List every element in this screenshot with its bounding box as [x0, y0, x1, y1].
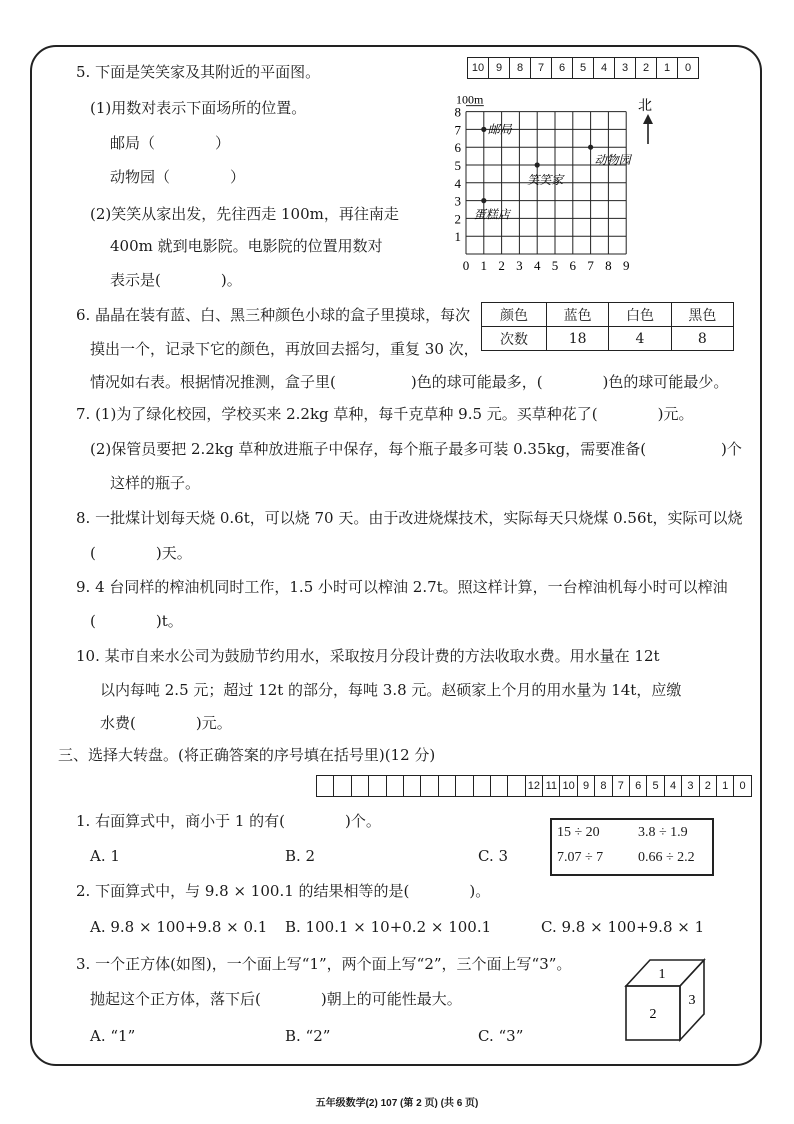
score-cell: 12: [526, 776, 543, 796]
north-label: 北: [638, 98, 652, 114]
table-header-color: 颜色: [482, 303, 547, 327]
q9-line1: 9. 4 台同样的榨油机同时工作，1.5 小时可以榨油 2.7t。照这样计算，一台榨油机每小时可以榨油: [76, 578, 728, 596]
q5-part1: (1)用数对表示下面场所的位置。: [90, 99, 307, 117]
score-cell: 3: [615, 58, 636, 78]
table-header-black: 黑色: [671, 303, 733, 327]
page-footer: 五年级数学(2) 107 (第 2 页) (共 6 页): [315, 1098, 479, 1109]
y-tick-label: 8: [454, 104, 461, 120]
x-tick-label: 2: [498, 258, 505, 273]
y-tick-label: 5: [454, 158, 461, 173]
table-header-blue: 蓝色: [547, 303, 609, 327]
x-tick-label: 6: [569, 258, 577, 273]
cube-face-right: 3: [688, 993, 696, 1008]
score-cell: 6: [630, 776, 647, 796]
score-cell: [404, 776, 421, 796]
map-grid: [448, 82, 652, 273]
place-dot: [588, 145, 593, 150]
c2-option-c: C. 9.8 × 100+9.8 × 1: [541, 918, 705, 936]
q5-post-office: 邮局（ ）: [110, 134, 231, 152]
section3-heading: 三、选择大转盘。(将正确答案的序号填在括号里)(12 分): [58, 746, 436, 764]
c3-option-c: C. “3”: [478, 1027, 524, 1045]
score-cell: [387, 776, 404, 796]
q5-part2-b: 400m 就到电影院。电影院的位置用数对: [110, 237, 383, 255]
color-count-table: [481, 302, 734, 351]
table-value-white: 4: [609, 327, 671, 351]
c2-option-a: A. 9.8 × 100+9.8 × 0.1: [90, 918, 268, 936]
score-cell: 5: [647, 776, 664, 796]
score-cell: 10: [468, 58, 489, 78]
q5-part2-c: 表示是( )。: [110, 271, 242, 289]
score-cell: 10: [560, 776, 577, 796]
place-dot: [481, 127, 486, 132]
q5-zoo: 动物园（ ）: [110, 168, 246, 186]
c1-option-a: A. 1: [90, 847, 120, 865]
q10-line1: 10. 某市自来水公司为鼓励节约用水，采取按月分段计费的方法收取水费。用水量在 12t: [76, 647, 660, 665]
q7-part2: (2)保管员要把 2.2kg 草种放进瓶子中保存，每个瓶子最多可装 0.35kg，需要准备( )个: [90, 440, 742, 458]
score-cell: 8: [510, 58, 531, 78]
score-cell: [369, 776, 386, 796]
division-expressions-box: [550, 818, 714, 876]
table-label-count: 次数: [482, 327, 547, 351]
score-cell: 6: [552, 58, 573, 78]
y-tick-label: 6: [454, 140, 461, 156]
score-cell: 1: [657, 58, 678, 78]
y-tick-label: 4: [454, 175, 461, 191]
table-header-white: 白色: [609, 303, 671, 327]
score-cell: 0: [739, 780, 746, 792]
x-tick-label: 7: [587, 258, 594, 273]
expr-1: 15 ÷ 20: [557, 825, 600, 840]
x-tick-label: 8: [605, 258, 612, 273]
place-dot: [481, 198, 486, 203]
score-bar-top: [467, 57, 699, 79]
q7-part1: 7. (1)为了绿化校园，学校买来 2.2kg 草种，每千克草种 9.5 元。买草种花了( )元。: [76, 405, 694, 423]
c1-option-c: C. 3: [478, 847, 509, 865]
score-cell: 2: [700, 776, 717, 796]
x-tick-label: 0: [462, 258, 470, 273]
c1-question: 1. 右面算式中，商小于 1 的有( )个。: [76, 812, 381, 830]
c2-question: 2. 下面算式中，与 9.8 × 100.1 的结果相等的是( )。: [76, 882, 491, 900]
place-dot: [535, 162, 540, 167]
score-cell: 9: [578, 776, 595, 796]
score-cell: [456, 776, 473, 796]
score-cell: [352, 776, 369, 796]
q6-line1: 6. 晶晶在装有蓝、白、黑三种颜色小球的盒子里摸球，每次: [76, 306, 471, 324]
place-label: 笑笑家: [527, 173, 564, 187]
q9-line2: ( )t。: [90, 612, 183, 630]
q6-line2: 摸出一个，记录下它的颜色，再放回去摇匀，重复 30 次，: [90, 340, 479, 358]
expr-4: 0.66 ÷ 2.2: [638, 850, 695, 865]
q5-part2-a: (2)笑笑从家出发，先往西走 100m，再往南走: [90, 205, 399, 223]
x-tick-label: 4: [533, 258, 541, 273]
score-cell: 3: [682, 776, 699, 796]
q7-part2-cont: 这样的瓶子。: [110, 474, 201, 492]
score-cell: 2: [636, 58, 657, 78]
cube-face-front: 2: [649, 1007, 657, 1022]
score-cell: 0: [684, 62, 692, 74]
x-tick-label: 3: [516, 258, 523, 273]
q5-title: 5. 下面是笑笑家及其附近的平面图。: [76, 63, 321, 81]
score-cell: [317, 776, 334, 796]
table-value-blue: 18: [547, 327, 609, 351]
table-value-black: 8: [671, 327, 733, 351]
expr-2: 3.8 ÷ 1.9: [638, 825, 688, 840]
y-tick-label: 1: [454, 229, 461, 245]
x-tick-label: 1: [480, 258, 488, 273]
score-cell: 4: [594, 58, 615, 78]
q6-line3: 情况如右表。根据情况推测，盒子里( )色的球可能最多，( )色的球可能最少。: [90, 373, 729, 391]
scale-label: 100m: [456, 92, 484, 107]
score-bar-section3: [316, 775, 752, 797]
y-tick-label: 7: [454, 122, 461, 138]
score-cell: 11: [543, 776, 560, 796]
c2-option-b: B. 100.1 × 10+0.2 × 100.1: [285, 918, 492, 936]
x-tick-label: 5: [551, 258, 559, 273]
place-label: 动物园: [594, 153, 631, 168]
q8-line2: ( )天。: [90, 544, 192, 562]
score-cell: 5: [573, 58, 594, 78]
score-cell: 7: [613, 776, 630, 796]
score-cell: [439, 776, 456, 796]
place-label: 邮局: [487, 122, 512, 137]
score-cell: [421, 776, 438, 796]
expr-3: 7.07 ÷ 7: [557, 850, 604, 865]
q8-line1: 8. 一批煤计划每天烧 0.6t，可以烧 70 天。由于改进烧煤技术，实际每天只烧煤 0.56t，实际可以烧: [76, 509, 743, 527]
score-cell: 8: [595, 776, 612, 796]
score-cell: [491, 776, 508, 796]
score-cell: 7: [531, 58, 552, 78]
q10-line3: 水费( )元。: [100, 714, 232, 732]
c1-option-b: B. 2: [285, 847, 316, 865]
score-cell: [474, 776, 491, 796]
c3-question: 3. 一个正方体(如图)，一个面上写“1”，两个面上写“2”，三个面上写“3”。: [76, 955, 572, 973]
score-cell: 1: [717, 776, 734, 796]
x-tick-label: 9: [622, 258, 630, 273]
c3-option-b: B. “2”: [285, 1027, 331, 1045]
cube-face-top: 1: [658, 967, 666, 982]
score-cell: 4: [665, 776, 682, 796]
cube-figure: [622, 954, 710, 1046]
score-cell: 9: [489, 58, 510, 78]
y-tick-label: 2: [454, 211, 461, 227]
q10-line2: 以内每吨 2.5 元；超过 12t 的部分，每吨 3.8 元。赵硕家上个月的用水量为 14t，应缴: [100, 681, 682, 699]
place-label: 蛋糕店: [473, 207, 510, 222]
c3-option-a: A. “1”: [90, 1027, 136, 1045]
c3-question-cont: 抛起这个正方体，落下后( )朝上的可能性最大。: [90, 990, 462, 1008]
score-cell: [334, 776, 351, 796]
score-cell: [508, 776, 525, 796]
y-tick-label: 3: [454, 193, 461, 209]
